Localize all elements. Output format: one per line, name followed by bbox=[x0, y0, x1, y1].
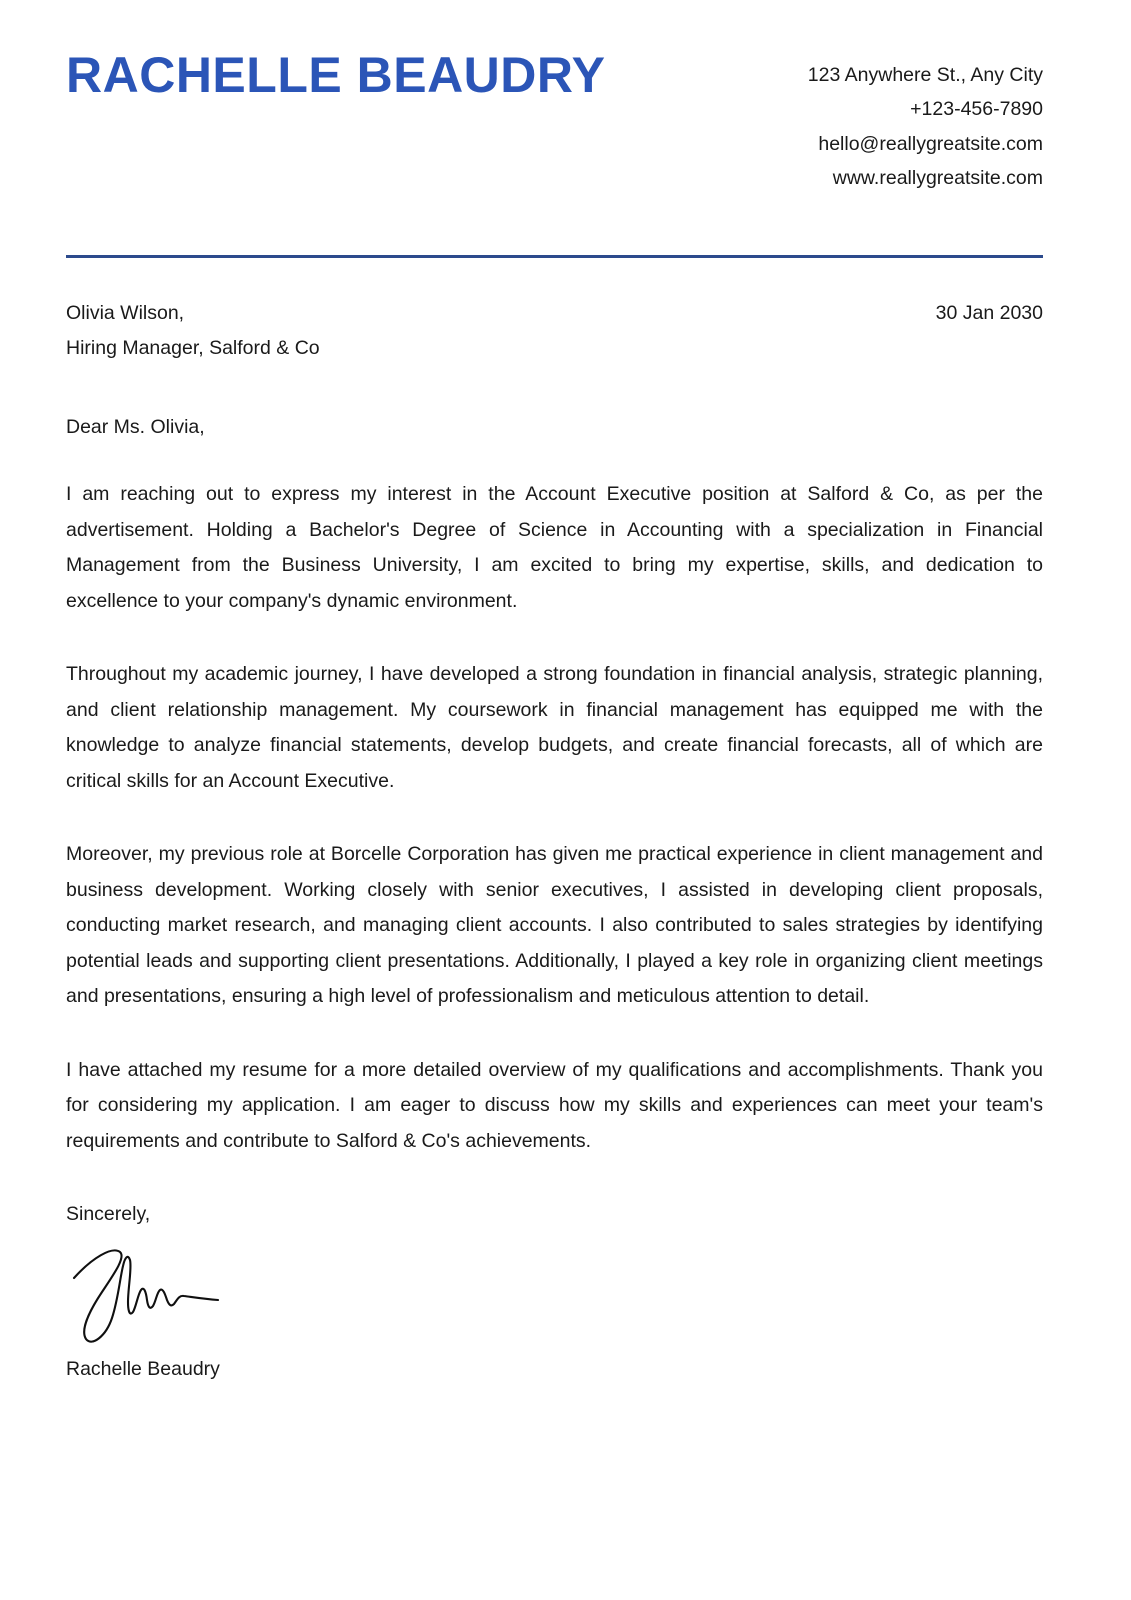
page-title: RACHELLE BEAUDRY bbox=[66, 47, 606, 103]
recipient-title: Hiring Manager, Salford & Co bbox=[66, 336, 320, 359]
recipient-name: Olivia Wilson, bbox=[66, 302, 185, 324]
recipient-block bbox=[66, 296, 320, 365]
letter-date: 30 Jan 2030 bbox=[935, 302, 1043, 324]
contact-email: hello@reallygreatsite.com bbox=[818, 132, 1043, 155]
body-paragraph: Moreover, my previous role at Borcelle Corporation has given me practical experience in client management and business development. Working closely with senior executives, I assisted in developing client proposals, conducting market research, and managing client accounts. I also contributed to sales strategies by identifying potential leads and supporting client presentations. Additionally, I played a key role in organizing client meetings and presentations, ensuring a high level of professionalism and meticulous attention to detail. bbox=[66, 843, 1043, 1008]
contact-address: 123 Anywhere St., Any City bbox=[807, 64, 1043, 86]
letterhead bbox=[66, 48, 1043, 195]
salutation: Dear Ms. Olivia, bbox=[66, 416, 205, 439]
body-paragraph: I have attached my resume for a more detailed overview of my qualifications and accomplishments. Thank you for considering my application. I am eager to discuss how my skills and experiences can meet your team's requirements and contribute to Salford & Co's achievements. bbox=[66, 1058, 1043, 1152]
recipient-and-date bbox=[66, 296, 1043, 365]
signer-name: Rachelle Beaudry bbox=[66, 1358, 220, 1381]
closing-line: Sincerely, bbox=[66, 1203, 151, 1226]
handwritten-signature-icon bbox=[66, 1240, 266, 1348]
letter-body bbox=[66, 296, 1043, 1381]
contact-website: www.reallygreatsite.com bbox=[832, 166, 1043, 189]
signature-image bbox=[66, 1240, 266, 1348]
header-divider bbox=[66, 255, 1043, 258]
body-paragraph: I am reaching out to express my interest in the Account Executive position at Salford & Co, as per the advertisement. Holding a Bachelor's Degree of Science in Accounting with a specialization in Financial Management from the Business University, I am excited to bring my expertise, skills, and dedication to excellence to your company's dynamic environment. bbox=[66, 483, 1043, 612]
body-paragraph: Throughout my academic journey, I have developed a strong foundation in financial analysis, strategic planning, and client relationship management. My coursework in financial management has equipped me with the knowledge to analyze financial statements, develop budgets, and create financial forecasts, all of which are critical skills for an Account Executive. bbox=[66, 663, 1043, 792]
contact-phone: +123-456-7890 bbox=[910, 98, 1043, 121]
contact-details bbox=[808, 48, 1043, 195]
